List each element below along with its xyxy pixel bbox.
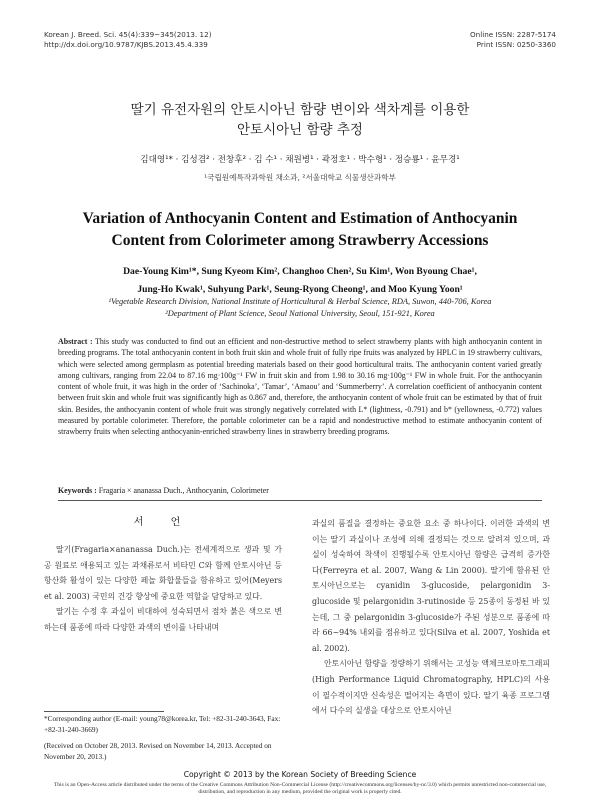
intro-paragraph-1: 딸기(Fragaria×ananassa Duch.)는 전세계적으로 생과 및 가공 원료로 애용되고 있는 과채류로서 비타민 C와 함께 안토시아닌 등 항산화 활성이 있는 다양한 페놀 화합물들을 함유하고 있어(Meyers et al. 2003) 국민의 건강 향상에 중요한 역할을 담당하고 있다. bbox=[44, 545, 282, 601]
korean-authors: 김대영¹* · 김성겸² · 전창후² · 김 수¹ · 채원병¹ · 곽정호¹ · 박수형¹ · 정승룡¹ · 윤무경¹ bbox=[140, 155, 460, 165]
keywords-label: Keywords : bbox=[58, 486, 97, 495]
korean-affiliation: ¹국립원예특작과학원 채소과, ²서울대학교 식물생산과학부 bbox=[204, 173, 396, 182]
abstract-text: This study was conducted to find out an efficient and non-destructive method to select strawberry plants with high anthocyanin content in breeding programs. The total anthocyanin content in both fruit skin and whole fruit of fully ripe fruits was analyzed by HPLC in 19 strawberry cultivars, which were selected among germplasm as potential breeding materials based on their good horticultural traits. The anthocyanin content varied greatly among cultivars, ranging from 22.04 to 87.16 mg·100g⁻¹ FW in fruit skin and from 1.98 to 30.16 mg·100g⁻¹ FW in whole fruit. For the anthocyanin content of whole fruit, it was high in the order of ‘Sachinoka’, ‘Tamar’, ‘Amaou’ and ‘Summerberry’. A correlation coefficient of anthocyanin content between fruit skin and whole fruit was significantly high as 0.867 and, therefore, the anthocyanin content of whole fruit can be estimated by that of fruit skin. Besides, the anthocyanin content of whole fruit was strongly negatively correlated with L* (lightness, -0.791) and b* (yellowness, -0.772) values measured by portable colorimeter. Therefore, the portable colorimeter can be a rapid and nondestructive method to estimate anthocyanin content of strawberry fruits when selecting anthocyanin-enriched strawberry lines in strawberry breeding programs. bbox=[58, 337, 542, 437]
license-notice: This is an Open-Access article distributed under the terms of the Creative Commons Attribution Non-Commercial License (http://creativecommons.org/licenses/by-nc/3.0) which permits unrestricted non-commercial use, distribution, and reproduction in any medium, provided the original work is properly cited. bbox=[53, 782, 547, 795]
left-column bbox=[44, 516, 282, 636]
footnote-divider bbox=[44, 711, 164, 712]
footnote bbox=[44, 714, 284, 762]
received-dates: (Received on October 28, 2013. Revised on November 14, 2013. Accepted on November 20, 2013.) bbox=[44, 741, 272, 761]
corresponding-author: *Corresponding author (E-mail: young78@korea.kr, Tel: +82-31-240-3643, Fax: +82-31-240-3669) bbox=[44, 714, 281, 734]
english-authors-line-2: Jung-Ho Kwak¹, Suhyung Park¹, Seung-Ryong Cheong¹, and Moo Kyung Yoon¹ bbox=[137, 284, 463, 295]
english-affiliation-line-1: ¹Vegetable Research Division, National Institute of Horticultural & Herbal Science, RDA, Suwon, 440-706, Korea bbox=[108, 297, 492, 306]
abstract-label: Abstract : bbox=[58, 337, 93, 346]
english-title bbox=[0, 208, 600, 252]
english-title-line-2: Content from Colorimeter among Strawberry Accessions bbox=[111, 232, 489, 249]
keywords bbox=[58, 486, 269, 495]
print-issn: Print ISSN: 0250-3360 bbox=[476, 40, 556, 49]
copyright-notice: Copyright © 2013 by the Korean Society of Breeding Science bbox=[183, 770, 417, 779]
abstract bbox=[58, 336, 542, 438]
english-authors bbox=[0, 263, 600, 299]
english-authors-line-1: Dae-Young Kim¹*, Sung Kyeom Kim², Changhoo Chen², Su Kim¹, Won Byoung Chae¹, bbox=[123, 266, 477, 277]
section-heading-introduction: 서 언 bbox=[133, 517, 193, 528]
doi-link[interactable]: http://dx.doi.org/10.9787/KJBS.2013.45.4.339 bbox=[44, 40, 208, 49]
issn-header bbox=[470, 30, 556, 50]
korean-title-line-2: 안토시아닌 함량 추정 bbox=[237, 122, 363, 138]
intro-paragraph-2: 딸기는 수정 후 과실이 비대하여 성숙되면서 점차 붉은 색으로 변하는데 품종에 따라 다양한 과색의 변이를 나타내며 bbox=[44, 607, 282, 632]
keywords-text: Fragaria × ananassa Duch., Anthocyanin, Colorimeter bbox=[98, 486, 269, 495]
keywords-divider bbox=[58, 500, 542, 501]
english-title-line-1: Variation of Anthocyanin Content and Estimation of Anthocyanin bbox=[82, 210, 518, 227]
online-issn: Online ISSN: 2287-5174 bbox=[470, 30, 556, 39]
english-affiliation-line-2: ²Department of Plant Science, Seoul National University, Seoul, 151-921, Korea bbox=[165, 309, 435, 318]
intro-paragraph-3: 안토시아닌 함량을 정량하기 위해서는 고성능 액체크로마토그래피(High Performance Liquid Chromatography, HPLC)의 사용이 필수적이지만 신속성은 떨어지는 측면이 있다. 딸기 육종 프로그램에서 다수의 실생을 대상으로 안토시아닌 bbox=[312, 659, 550, 716]
intro-paragraph-continued: 과실의 품질을 결정하는 중요한 요소 중 하나이다. 이러한 과색의 변이는 딸기 과실이나 조성에 의해 결정되는 것으로 알려져 있으며, 과실이 성숙하여 착색이 진행될수록 안토시아닌 함량은 급격히 증가한다(Ferreyra et al. 2007, Wang & Lin 2000). 딸기에 함유된 안토시아닌으로는 cyanidin 3-glucoside, pelargonidin 3-glucoside 및 pelargonidin 3-rutinoside 등 25종이 동정된 바 있는데, 그 중 pelargonidin 3-glucoside가 주된 성분으로 품종에 따라 66~94% 내외를 점유하고 있다(Silva et al. 2007, Yoshida et al. 2002). bbox=[312, 519, 550, 653]
journal-header bbox=[44, 30, 212, 50]
english-affiliation bbox=[0, 296, 600, 320]
right-column bbox=[312, 516, 550, 719]
journal-citation: Korean J. Breed. Sci. 45(4):339~345(2013. 12) bbox=[44, 30, 212, 39]
korean-title-line-1: 딸기 유전자원의 안토시아닌 함량 변이와 색차계를 이용한 bbox=[130, 102, 470, 118]
korean-title bbox=[0, 100, 600, 140]
